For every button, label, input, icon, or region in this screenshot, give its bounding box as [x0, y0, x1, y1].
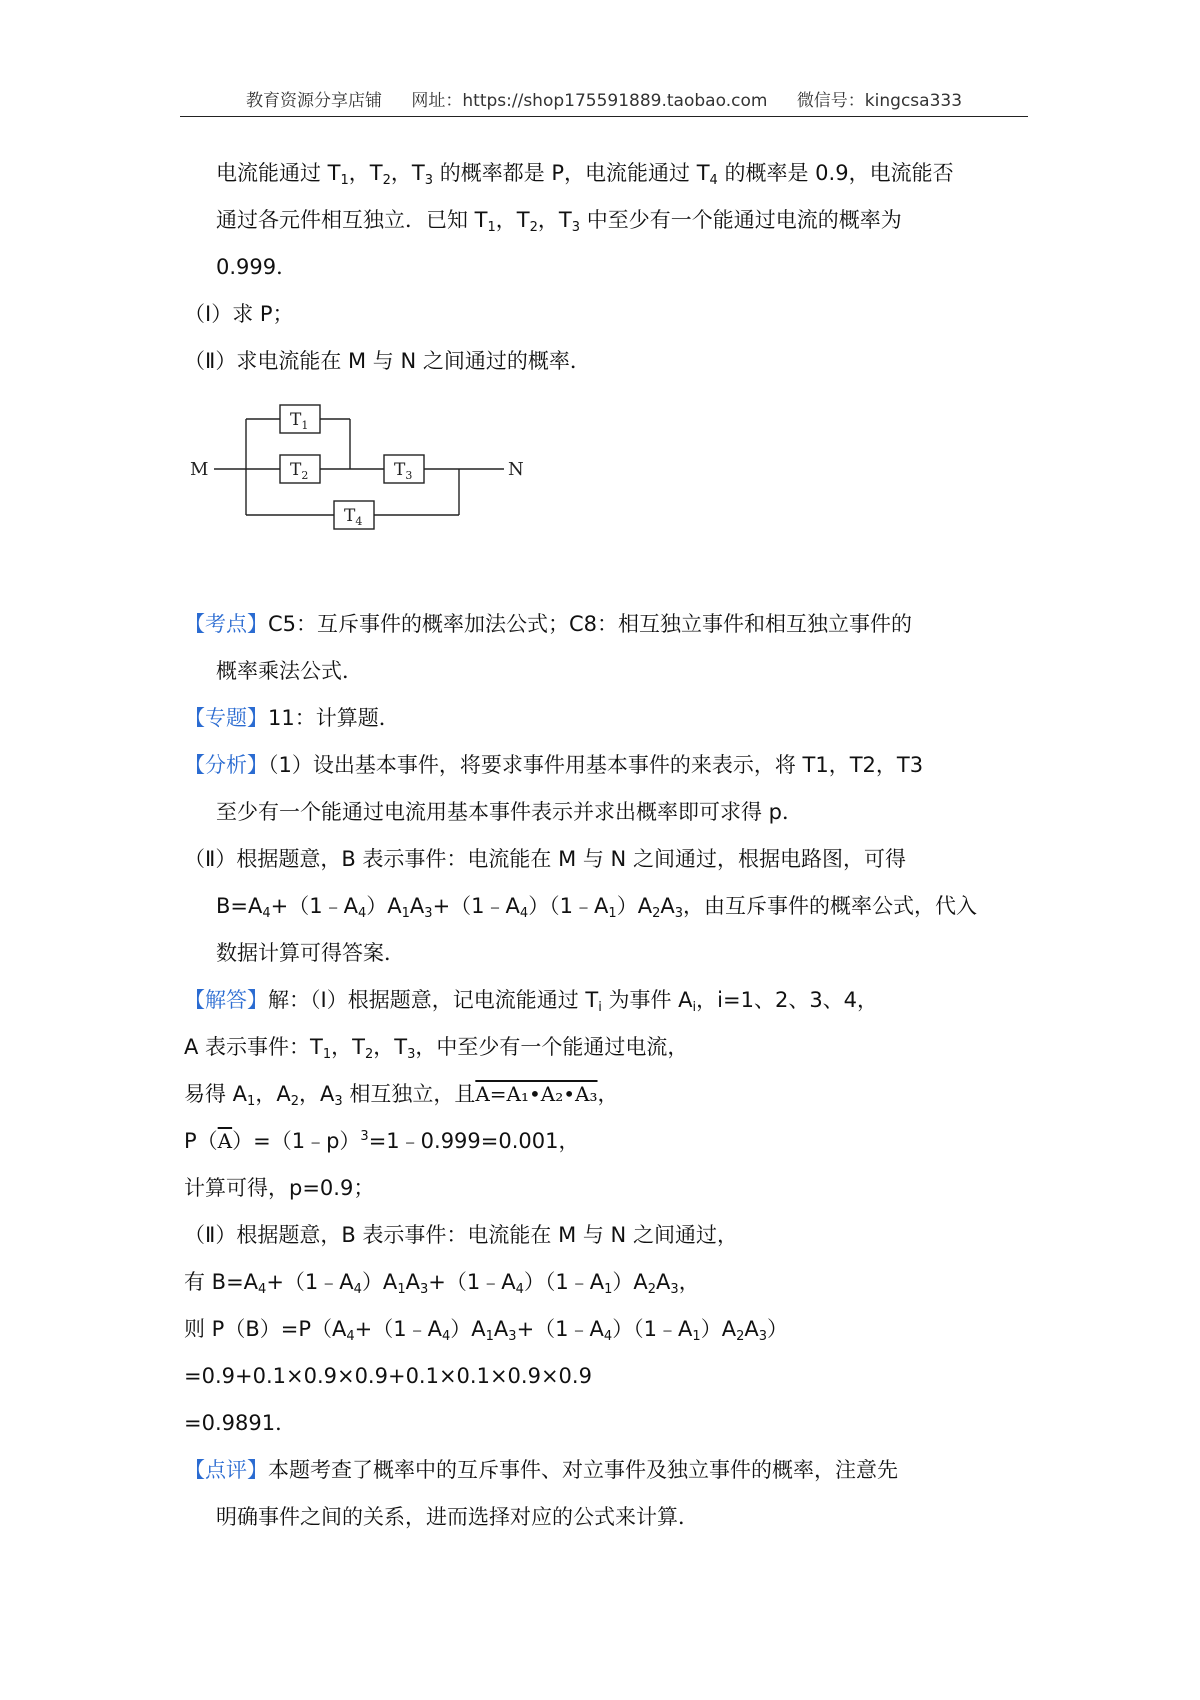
dianping-line-1: 【点评】本题考查了概率中的互斥事件、对立事件及独立事件的概率，注意先 [184, 1458, 898, 1482]
problem-line-2: 通过各元件相互独立．已知 $T_1$，$T_2$，$T_3$ 中至少有一个能通过电流的概率为 [216, 208, 902, 235]
header-url: 网址：https://shop175591889.taobao.com [411, 91, 768, 111]
header-shop: 教育资源分享店铺 [245, 91, 382, 111]
question-1: （Ⅰ）求 P； [184, 302, 294, 326]
dianping-line-2: 明确事件之间的关系，进而选择对应的公式来计算． [216, 1505, 699, 1529]
fenxi-line-4: $B=A_4+(1﹣A_4)A_1A_3+(1﹣A_4)(1﹣A_1)A_2A_3$，由互斥事件的概率公式，代入 [216, 894, 978, 921]
jieda-line-1: 【解答】解：（Ⅰ）根据题意，记电流能通过 $T_i$ 为事件 $A_i$，i=1、2、3、4， [184, 988, 879, 1015]
jieda-line-7: 有 $B=A_4+(1﹣A_4)A_1A_3+(1﹣A_4)(1﹣A_1)A_2A_3$， [184, 1270, 700, 1297]
jieda-tag: 【解答】 [184, 988, 268, 1012]
zhuanti-line: 【专题】11：计算题． [184, 706, 400, 730]
jieda-line-10: =0.9891． [184, 1411, 297, 1435]
jieda-line-5: 计算可得，p=0.9； [184, 1176, 375, 1200]
fenxi-line-5: 数据计算可得答案． [216, 941, 405, 965]
jieda-line-9: =0.9+0.1×0.9×0.9+0.1×0.1×0.9×0.9 [184, 1364, 592, 1388]
kaodian-tag: 【考点】 [184, 612, 268, 636]
document-body [184, 150, 1024, 1541]
dianping-tag: 【点评】 [184, 1458, 268, 1482]
complement-formula: A=A₁•A₂•A₃ [475, 1082, 598, 1106]
node-n-label: N [508, 459, 524, 480]
question-2: （Ⅱ）求电流能在 M 与 N 之间通过的概率． [184, 349, 591, 373]
jieda-line-8: 则 $P(B)=P(A_4+(1﹣A_4)A_1A_3+(1﹣A_4)(1﹣A_1)A_2A_3)$ [184, 1317, 789, 1344]
t2-label: $T_2$ [290, 460, 309, 482]
fenxi-line-2: 至少有一个能通过电流用基本事件表示并求出概率即可求得 p． [216, 800, 804, 824]
t4-label: $T_4$ [344, 506, 363, 528]
jieda-line-2: A 表示事件：$T_1$，$T_2$，$T_3$，中至少有一个能通过电流， [184, 1035, 689, 1062]
fenxi-line-3: （Ⅱ）根据题意，B 表示事件：电流能在 M 与 N 之间通过，根据电路图，可得 [184, 847, 906, 871]
circuit-diagram [184, 389, 1024, 579]
jieda-line-6: （Ⅱ）根据题意，B 表示事件：电流能在 M 与 N 之间通过， [184, 1223, 738, 1247]
fenxi-line-1: 【分析】（1）设出基本事件，将要求事件用基本事件的来表示，将 T1，T2，T3 [184, 753, 924, 777]
node-m-label: M [190, 459, 209, 480]
jieda-line-4: $P(\overline{A})=(1﹣p)^3=1﹣0.999=0.001$， [184, 1129, 580, 1153]
problem-line-1: 电流能通过 $T_1$，$T_2$，$T_3$ 的概率都是 P，电流能通过 $T_4$ 的概率是 0.9，电流能否 [216, 161, 954, 188]
fenxi-tag: 【分析】 [184, 753, 268, 777]
circuit-svg [184, 389, 544, 579]
complement-a: $\overline{A}$ [217, 1129, 233, 1153]
t1-label: $T_1$ [290, 410, 309, 432]
kaodian-line-2: 概率乘法公式． [216, 659, 363, 683]
zhuanti-tag: 【专题】 [184, 706, 268, 730]
jieda-line-3: 易得 $A_1$，$A_2$，$A_3$ 相互独立，且A=A₁•A₂•A₃， [184, 1082, 619, 1109]
problem-line-3: 0.999． [216, 255, 298, 279]
t3-label: $T_3$ [394, 460, 413, 482]
header-wechat: 微信号：kingcsa333 [796, 91, 963, 111]
kaodian-line-1: 【考点】C5：互斥事件的概率加法公式；C8：相互独立事件和相互独立事件的 [184, 612, 913, 636]
page-header [180, 86, 1028, 117]
